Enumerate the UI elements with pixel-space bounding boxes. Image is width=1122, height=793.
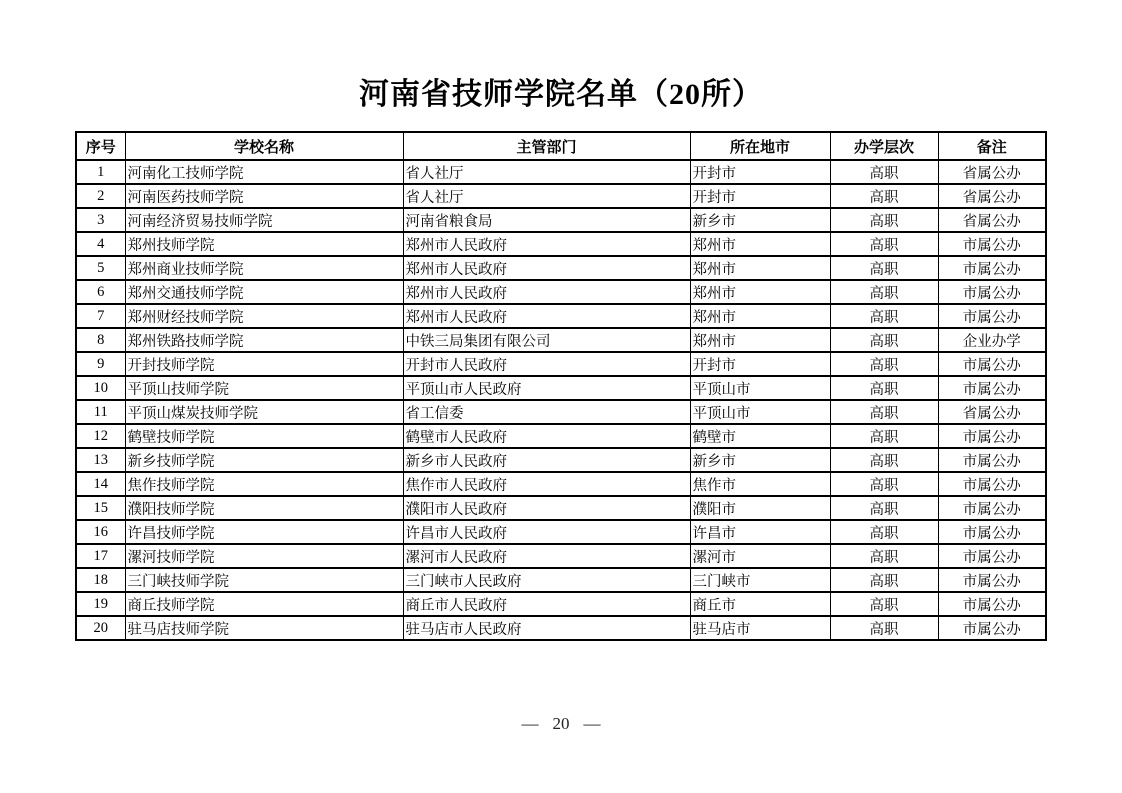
cell-index: 13 [76, 448, 125, 472]
cell-note: 市属公办 [938, 280, 1046, 304]
college-table [75, 131, 1047, 641]
cell-note: 市属公办 [938, 592, 1046, 616]
table-row [76, 376, 1046, 400]
cell-city: 郑州市 [690, 304, 830, 328]
cell-name: 濮阳技师学院 [125, 496, 403, 520]
cell-index: 14 [76, 472, 125, 496]
cell-city: 濮阳市 [690, 496, 830, 520]
cell-note: 省属公办 [938, 400, 1046, 424]
cell-level: 高职 [830, 328, 938, 352]
cell-name: 许昌技师学院 [125, 520, 403, 544]
cell-dept: 开封市人民政府 [403, 352, 690, 376]
cell-index: 5 [76, 256, 125, 280]
cell-index: 1 [76, 160, 125, 184]
cell-index: 15 [76, 496, 125, 520]
cell-dept: 漯河市人民政府 [403, 544, 690, 568]
cell-level: 高职 [830, 520, 938, 544]
cell-city: 开封市 [690, 184, 830, 208]
cell-dept: 三门峡市人民政府 [403, 568, 690, 592]
cell-note: 省属公办 [938, 160, 1046, 184]
cell-level: 高职 [830, 472, 938, 496]
cell-note: 省属公办 [938, 184, 1046, 208]
cell-dept: 鹤壁市人民政府 [403, 424, 690, 448]
cell-name: 漯河技师学院 [125, 544, 403, 568]
cell-level: 高职 [830, 184, 938, 208]
cell-index: 2 [76, 184, 125, 208]
cell-name: 郑州财经技师学院 [125, 304, 403, 328]
cell-dept: 郑州市人民政府 [403, 280, 690, 304]
cell-name: 河南医药技师学院 [125, 184, 403, 208]
cell-dept: 郑州市人民政府 [403, 256, 690, 280]
table-row [76, 400, 1046, 424]
cell-city: 郑州市 [690, 328, 830, 352]
table-row [76, 280, 1046, 304]
cell-level: 高职 [830, 352, 938, 376]
cell-city: 三门峡市 [690, 568, 830, 592]
cell-index: 3 [76, 208, 125, 232]
table-row [76, 304, 1046, 328]
header-index: 序号 [76, 132, 125, 160]
cell-note: 市属公办 [938, 304, 1046, 328]
cell-index: 19 [76, 592, 125, 616]
cell-level: 高职 [830, 304, 938, 328]
cell-dept: 新乡市人民政府 [403, 448, 690, 472]
cell-note: 市属公办 [938, 448, 1046, 472]
cell-name: 郑州交通技师学院 [125, 280, 403, 304]
page-number: 20 [552, 714, 570, 733]
table-row [76, 568, 1046, 592]
cell-name: 郑州商业技师学院 [125, 256, 403, 280]
cell-name: 河南化工技师学院 [125, 160, 403, 184]
table-row [76, 592, 1046, 616]
cell-city: 驻马店市 [690, 616, 830, 640]
footer-dash-left: — [521, 714, 539, 733]
cell-index: 7 [76, 304, 125, 328]
cell-name: 平顶山煤炭技师学院 [125, 400, 403, 424]
table-header [76, 132, 1046, 160]
cell-index: 16 [76, 520, 125, 544]
table-body [76, 160, 1046, 640]
header-dept: 主管部门 [403, 132, 690, 160]
cell-note: 市属公办 [938, 376, 1046, 400]
cell-level: 高职 [830, 448, 938, 472]
cell-level: 高职 [830, 616, 938, 640]
cell-index: 20 [76, 616, 125, 640]
table-row [76, 232, 1046, 256]
cell-dept: 省工信委 [403, 400, 690, 424]
cell-city: 鹤壁市 [690, 424, 830, 448]
cell-city: 新乡市 [690, 208, 830, 232]
cell-note: 市属公办 [938, 472, 1046, 496]
header-note: 备注 [938, 132, 1046, 160]
cell-name: 河南经济贸易技师学院 [125, 208, 403, 232]
cell-note: 市属公办 [938, 544, 1046, 568]
cell-city: 平顶山市 [690, 376, 830, 400]
cell-level: 高职 [830, 568, 938, 592]
cell-index: 17 [76, 544, 125, 568]
table-row [76, 256, 1046, 280]
table-row [76, 352, 1046, 376]
cell-note: 省属公办 [938, 208, 1046, 232]
cell-dept: 省人社厅 [403, 160, 690, 184]
cell-level: 高职 [830, 280, 938, 304]
cell-index: 9 [76, 352, 125, 376]
cell-dept: 平顶山市人民政府 [403, 376, 690, 400]
cell-index: 4 [76, 232, 125, 256]
table-row [76, 520, 1046, 544]
header-level: 办学层次 [830, 132, 938, 160]
cell-city: 开封市 [690, 352, 830, 376]
table-row [76, 424, 1046, 448]
cell-city: 开封市 [690, 160, 830, 184]
cell-note: 市属公办 [938, 496, 1046, 520]
table-row [76, 184, 1046, 208]
cell-level: 高职 [830, 160, 938, 184]
table-row [76, 328, 1046, 352]
cell-level: 高职 [830, 232, 938, 256]
cell-city: 漯河市 [690, 544, 830, 568]
footer-dash-right: — [583, 714, 601, 733]
cell-city: 新乡市 [690, 448, 830, 472]
cell-dept: 河南省粮食局 [403, 208, 690, 232]
cell-dept: 郑州市人民政府 [403, 232, 690, 256]
table-row [76, 448, 1046, 472]
table-row [76, 496, 1046, 520]
cell-index: 8 [76, 328, 125, 352]
cell-name: 开封技师学院 [125, 352, 403, 376]
header-row [76, 132, 1046, 160]
cell-level: 高职 [830, 256, 938, 280]
cell-dept: 中铁三局集团有限公司 [403, 328, 690, 352]
cell-city: 郑州市 [690, 256, 830, 280]
header-city: 所在地市 [690, 132, 830, 160]
cell-name: 新乡技师学院 [125, 448, 403, 472]
cell-note: 市属公办 [938, 520, 1046, 544]
cell-dept: 焦作市人民政府 [403, 472, 690, 496]
cell-index: 6 [76, 280, 125, 304]
cell-note: 市属公办 [938, 256, 1046, 280]
cell-note: 市属公办 [938, 424, 1046, 448]
table-row [76, 208, 1046, 232]
cell-dept: 许昌市人民政府 [403, 520, 690, 544]
page-title: 河南省技师学院名单（20所） [359, 78, 763, 111]
cell-note: 市属公办 [938, 568, 1046, 592]
cell-index: 10 [76, 376, 125, 400]
cell-name: 商丘技师学院 [125, 592, 403, 616]
cell-level: 高职 [830, 400, 938, 424]
cell-name: 郑州铁路技师学院 [125, 328, 403, 352]
cell-city: 商丘市 [690, 592, 830, 616]
header-name: 学校名称 [125, 132, 403, 160]
cell-name: 平顶山技师学院 [125, 376, 403, 400]
table-row [76, 472, 1046, 496]
cell-level: 高职 [830, 496, 938, 520]
cell-name: 三门峡技师学院 [125, 568, 403, 592]
cell-level: 高职 [830, 424, 938, 448]
cell-name: 郑州技师学院 [125, 232, 403, 256]
cell-name: 鹤壁技师学院 [125, 424, 403, 448]
table-row [76, 544, 1046, 568]
cell-dept: 驻马店市人民政府 [403, 616, 690, 640]
cell-city: 郑州市 [690, 232, 830, 256]
cell-city: 焦作市 [690, 472, 830, 496]
cell-name: 驻马店技师学院 [125, 616, 403, 640]
table-row [76, 160, 1046, 184]
page-footer [0, 714, 1122, 734]
cell-note: 市属公办 [938, 352, 1046, 376]
cell-note: 企业办学 [938, 328, 1046, 352]
cell-city: 平顶山市 [690, 400, 830, 424]
cell-note: 市属公办 [938, 232, 1046, 256]
cell-city: 许昌市 [690, 520, 830, 544]
cell-index: 11 [76, 400, 125, 424]
cell-name: 焦作技师学院 [125, 472, 403, 496]
cell-dept: 濮阳市人民政府 [403, 496, 690, 520]
cell-note: 市属公办 [938, 616, 1046, 640]
cell-level: 高职 [830, 376, 938, 400]
cell-dept: 商丘市人民政府 [403, 592, 690, 616]
cell-level: 高职 [830, 544, 938, 568]
cell-dept: 郑州市人民政府 [403, 304, 690, 328]
cell-level: 高职 [830, 592, 938, 616]
cell-city: 郑州市 [690, 280, 830, 304]
table-row [76, 616, 1046, 640]
cell-level: 高职 [830, 208, 938, 232]
cell-index: 18 [76, 568, 125, 592]
cell-dept: 省人社厅 [403, 184, 690, 208]
cell-index: 12 [76, 424, 125, 448]
